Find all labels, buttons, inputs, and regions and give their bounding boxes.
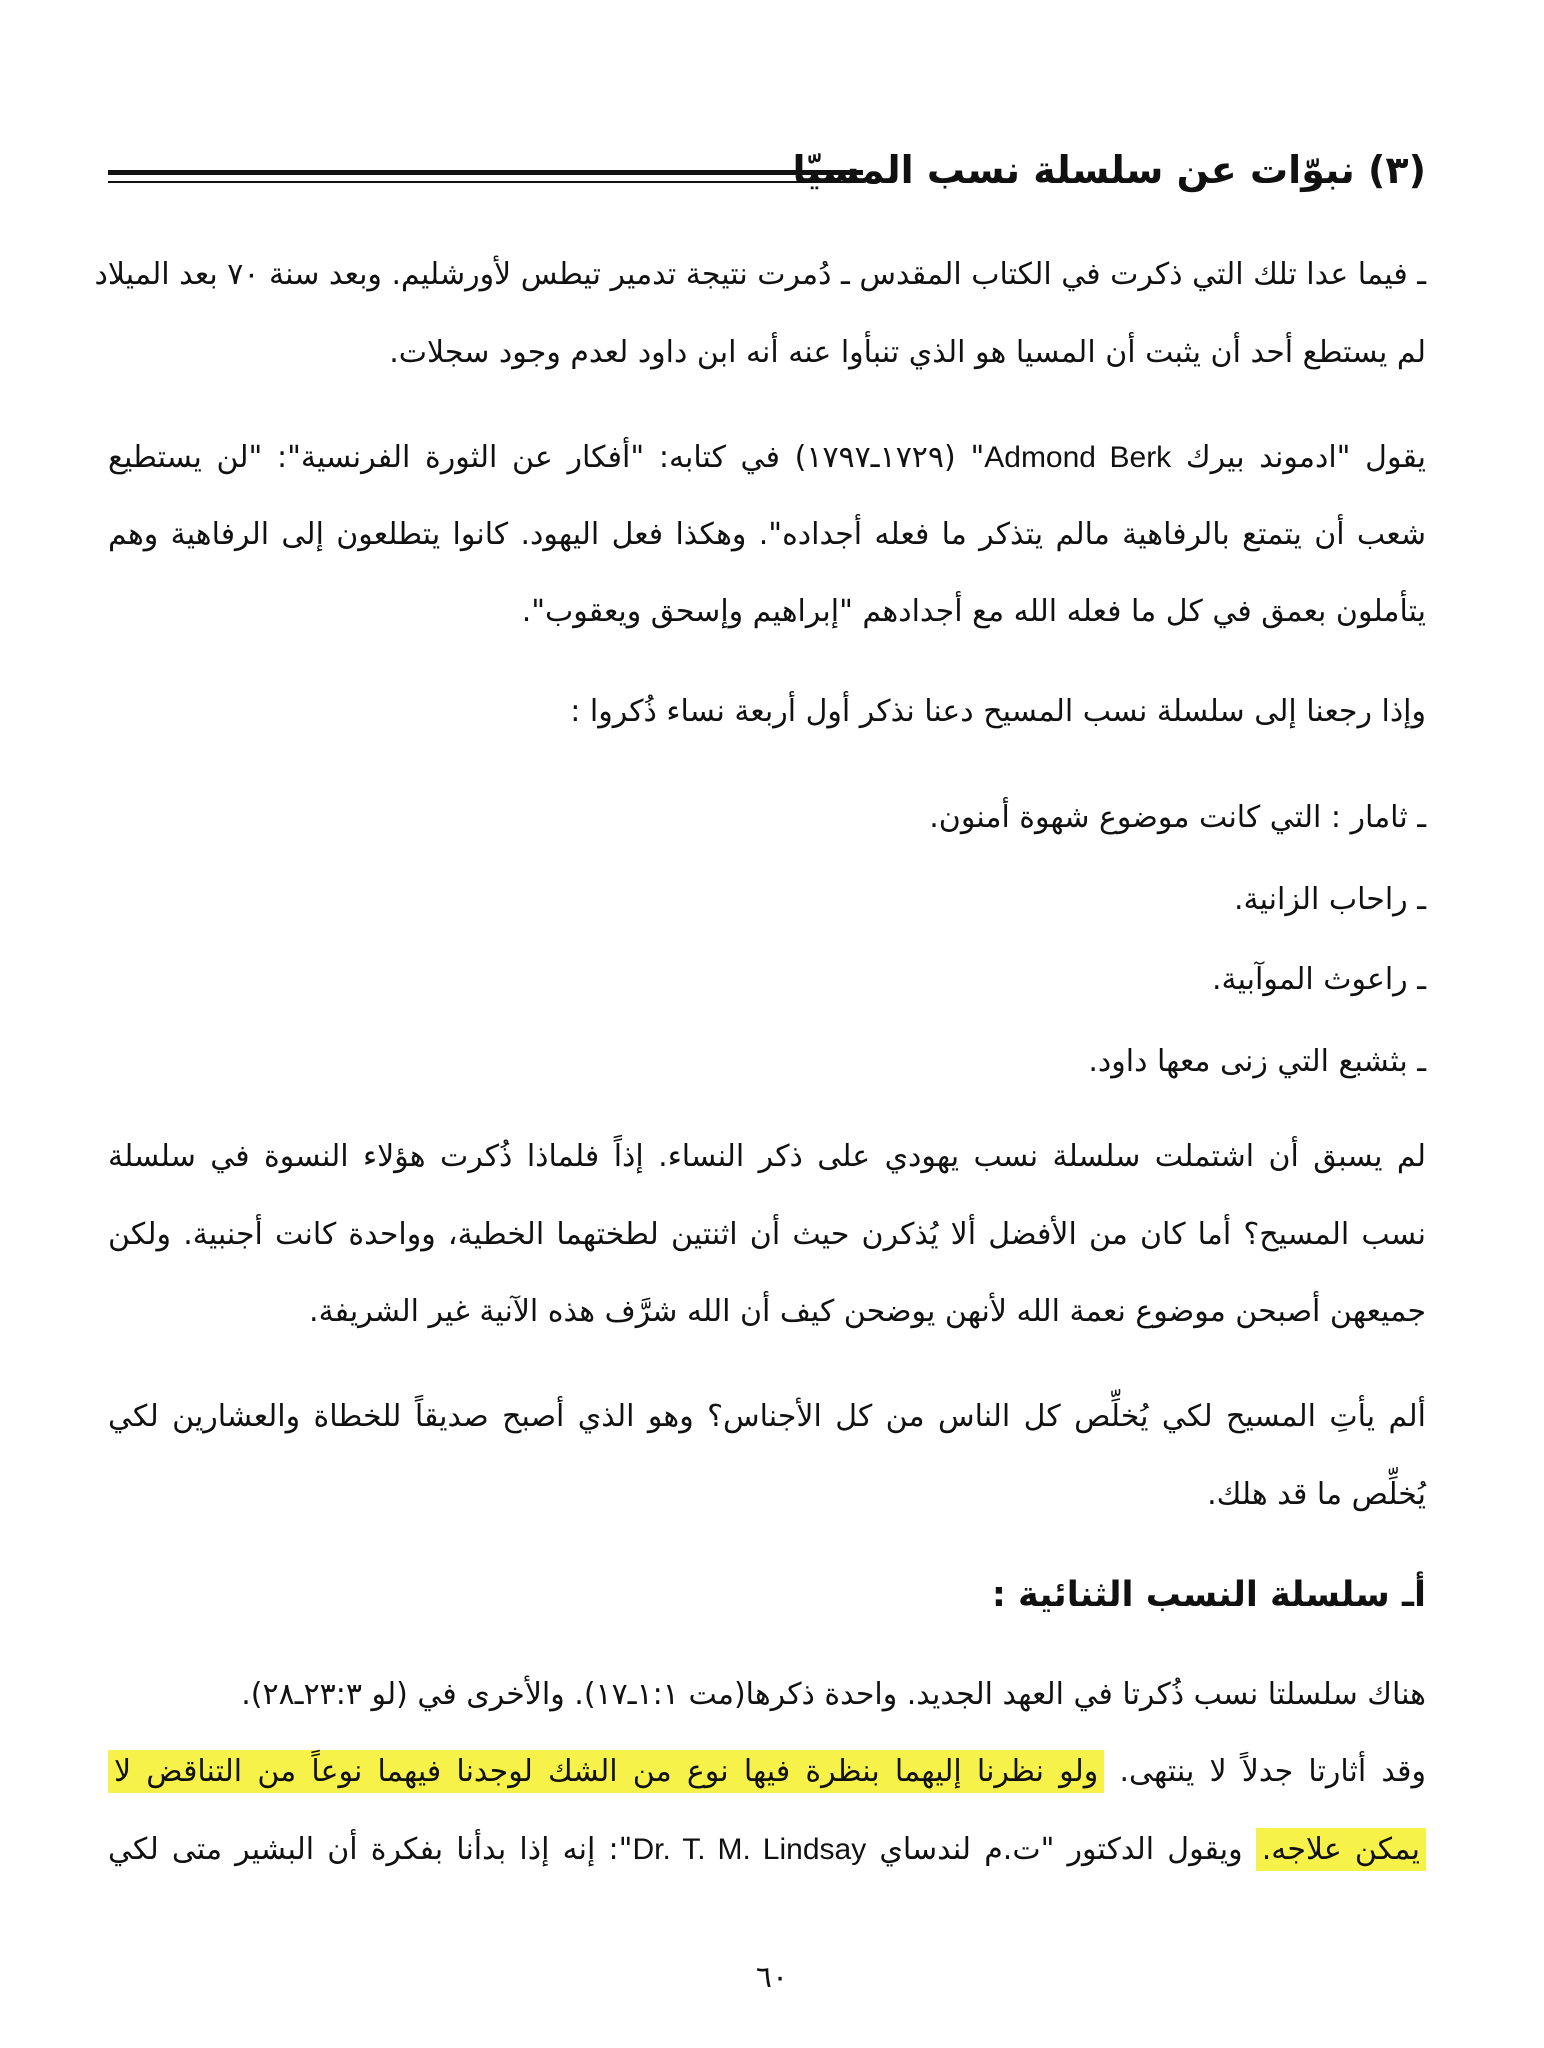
header-rule-thin bbox=[108, 181, 863, 183]
paragraph-5-line-2: يُخلِّص ما قد هلك. bbox=[1207, 1477, 1426, 1512]
paragraph-2-line-3: يتأملون بعمق في كل ما فعله الله مع أجدادهم "إبراهيم وإسحق ويعقوب". bbox=[521, 594, 1426, 629]
list-item: ـ راحاب الزانية. bbox=[1234, 882, 1426, 917]
header-rule-thick bbox=[108, 170, 863, 175]
author-name-latin: Dr. T. M. Lindsay bbox=[632, 1833, 867, 1866]
paragraph-2-line-2: شعب أن يتمتع بالرفاهية مالم يتذكر ما فعله أجداده". وهكذا فعل اليهود. كانوا يتطلعون إلى الرفاهية وهم bbox=[108, 517, 1426, 552]
quote-author-latin: Admond Berk bbox=[984, 441, 1172, 474]
plain-text: وقد أثارتا جدلاً لا ينتهى. bbox=[1104, 1754, 1426, 1789]
paragraph-6-line-1: هناك سلسلتا نسب ذُكرتا في العهد الجديد. واحدة ذكرها(مت ١:١ـ١٧). والأخرى في (لو ٢٣:٣ـ٢٨). bbox=[241, 1677, 1426, 1712]
list-item: ـ ثامار : التي كانت موضوع شهوة أمنون. bbox=[929, 800, 1426, 835]
paragraph-6-line-2 bbox=[108, 1752, 1426, 1792]
page-header bbox=[108, 140, 1426, 220]
list-item: ـ راعوث الموآبية. bbox=[1212, 962, 1426, 997]
paragraph-2-line-1 bbox=[108, 438, 1426, 478]
paragraph-6-line-3 bbox=[108, 1830, 1426, 1870]
quote-source: " (١٧٢٩ـ١٧٩٧) في كتابه: "أفكار عن الثورة الفرنسية": "لن يستطيع bbox=[108, 440, 985, 475]
highlighted-text: ولو نظرنا إليهما بنظرة فيها نوع من الشك لوجدنا فيهما نوعاً من التناقض لا bbox=[108, 1750, 1104, 1793]
plain-text: ويقول الدكتور "ت.م لندساي bbox=[866, 1832, 1256, 1867]
section-subheading: أـ سلسلة النسب الثنائية : bbox=[991, 1575, 1426, 1615]
paragraph-4-line-2: نسب المسيح؟ أما كان من الأفضل ألا يُذكرن حيث أن اثنتين لطختهما الخطية، وواحدة كانت أجنبية. ولكن bbox=[108, 1217, 1426, 1252]
paragraph-4-line-3: جميعهن أصبحن موضوع نعمة الله لأنهن يوضحن كيف أن الله شرَّف هذه الآنية غير الشريفة. bbox=[309, 1294, 1426, 1329]
paragraph-1-line-1: ـ فيما عدا تلك التي ذكرت في الكتاب المقدس ـ دُمرت نتيجة تدمير تيطس لأورشليم. وبعد سنة ٧٠ بعد الميلاد bbox=[94, 257, 1426, 292]
chapter-title: (٣) نبوّات عن سلسلة نسب المسيّا bbox=[792, 148, 1426, 192]
paragraph-4-line-1: لم يسبق أن اشتملت سلسلة نسب يهودي على ذكر النساء. إذاً فلماذا ذُكرت هؤلاء النسوة في سلسلة bbox=[108, 1139, 1426, 1174]
paragraph-5-line-1: ألم يأتِ المسيح لكي يُخلِّص كل الناس من كل الأجناس؟ وهو الذي أصبح صديقاً للخطاة والعشارين لكي bbox=[108, 1399, 1426, 1434]
highlighted-text: يمكن علاجه. bbox=[1256, 1828, 1426, 1871]
list-item: ـ بثشبع التي زنى معها داود. bbox=[1088, 1044, 1426, 1079]
paragraph-3: وإذا رجعنا إلى سلسلة نسب المسيح دعنا نذكر أول أربعة نساء ذُكروا : bbox=[570, 694, 1426, 729]
plain-text: ": إنه إذا بدأنا بفكرة أن البشير متى لكي bbox=[108, 1832, 633, 1867]
page-number: ٦٠ bbox=[755, 1960, 789, 1995]
paragraph-1-line-2: لم يستطع أحد أن يثبت أن المسيا هو الذي تنبأوا عنه أنه ابن داود لعدم وجود سجلات. bbox=[389, 335, 1426, 370]
quote-author-arabic: يقول "ادموند بيرك bbox=[1171, 440, 1426, 475]
